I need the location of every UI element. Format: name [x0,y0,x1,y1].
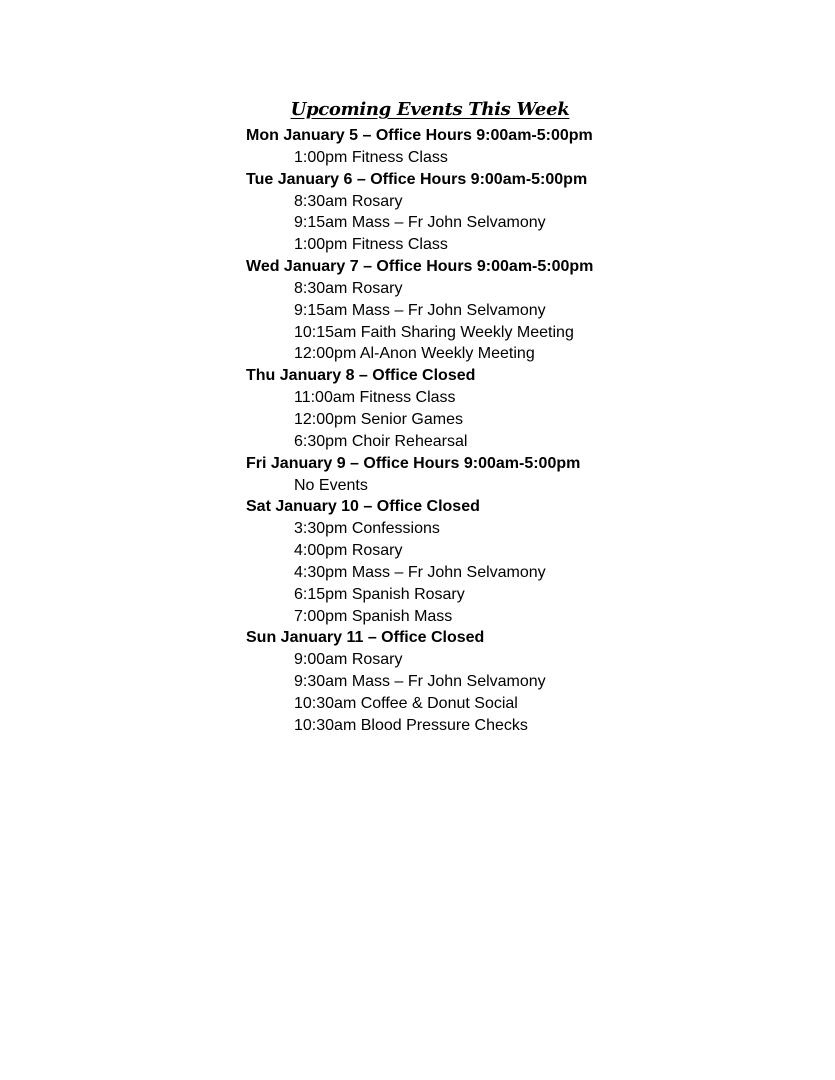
event-list [246,147,806,169]
day-thursday [246,365,806,452]
day-tuesday [246,169,806,256]
event-list [246,278,806,365]
day-heading: Fri January 9 – Office Hours 9:00am-5:00pm [246,454,581,472]
event-item: 8:30am Rosary [294,192,403,210]
day-heading: Tue January 6 – Office Hours 9:00am-5:00pm [246,170,588,188]
event-item: 10:30am Blood Pressure Checks [294,716,528,734]
event-item: 4:30pm Mass – Fr John Selvamony [294,563,546,581]
event-item: 9:00am Rosary [294,651,403,669]
event-item: 9:15am Mass – Fr John Selvamony [294,301,546,319]
event-item: 1:00pm Fitness Class [294,148,448,166]
event-item: 12:00pm Senior Games [294,410,463,428]
event-list [246,191,806,257]
day-heading: Mon January 5 – Office Hours 9:00am-5:00pm [246,127,593,144]
event-item: No Events [294,476,368,494]
event-list [246,518,806,627]
event-item: 3:30pm Confessions [294,520,440,538]
day-saturday [246,496,806,627]
day-monday [246,125,806,169]
events-list [246,125,806,737]
day-heading: Sat January 10 – Office Closed [246,498,480,516]
event-item: 8:30am Rosary [294,279,403,297]
day-heading: Thu January 8 – Office Closed [246,367,476,385]
event-item: 4:00pm Rosary [294,542,403,560]
event-item: 1:00pm Fitness Class [294,236,448,254]
event-list [246,649,806,736]
event-list [246,387,806,453]
event-item: 6:30pm Choir Rehearsal [294,432,468,450]
day-friday [246,453,806,497]
event-item: 12:00pm Al-Anon Weekly Meeting [294,345,535,363]
event-item: 9:15am Mass – Fr John Selvamony [294,214,546,232]
day-wednesday [246,256,806,365]
event-item: 6:15pm Spanish Rosary [294,585,465,603]
page-title: Upcoming Events This Week [290,99,570,120]
event-item: 7:00pm Spanish Mass [294,607,453,625]
event-item: 9:30am Mass – Fr John Selvamony [294,673,546,691]
day-heading: Sun January 11 – Office Closed [246,629,485,647]
event-list [246,475,806,497]
event-item: 11:00am Fitness Class [294,389,456,407]
event-item: 10:30am Coffee & Donut Social [294,694,518,712]
day-heading: Wed January 7 – Office Hours 9:00am-5:00pm [246,258,594,276]
day-sunday [246,627,806,736]
event-item: 10:15am Faith Sharing Weekly Meeting [294,323,574,341]
